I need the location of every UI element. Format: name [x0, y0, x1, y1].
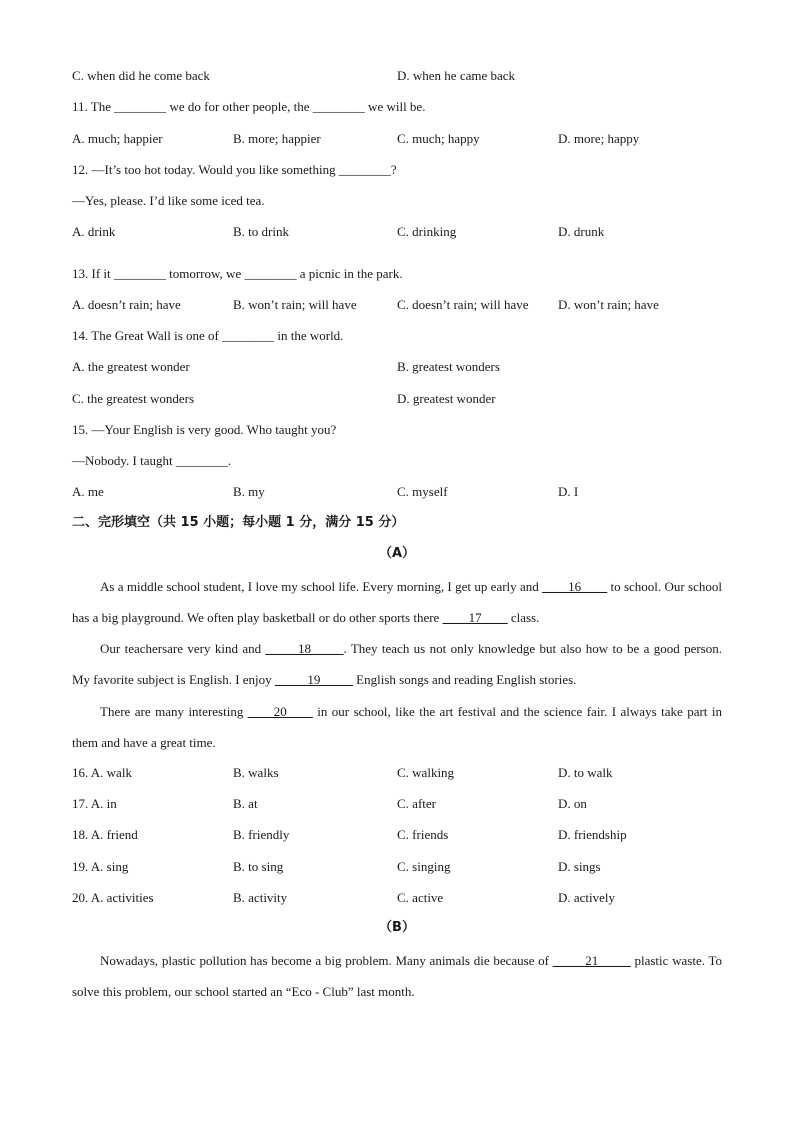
blank-17: ____17____ — [442, 610, 508, 625]
q15-option-b: B. my — [233, 484, 265, 499]
q12-option-c: C. drinking — [397, 224, 457, 239]
q15-stem: 15. —Your English is very good. Who taught you? — [72, 422, 337, 437]
blank-19: _____19_____ — [274, 672, 353, 687]
q19-option-a: 19. A. sing — [72, 859, 129, 874]
blank-16: ____16____ — [542, 579, 608, 594]
passage-a-p1-text-3: class. — [507, 610, 540, 625]
q15-reply: —Nobody. I taught ________. — [72, 453, 232, 468]
q16-option-b: B. walks — [233, 765, 279, 780]
q17-option-d: D. on — [558, 796, 587, 811]
q18-option-a: 18. A. friend — [72, 827, 138, 842]
q20-option-c: C. active — [397, 890, 444, 905]
blank-21: _____21_____ — [552, 953, 631, 968]
q12-stem: 12. —It’s too hot today. Would you like something ________? — [72, 162, 397, 177]
q12-option-b: B. to drink — [233, 224, 289, 239]
passage-b-p1-text-1: Nowadays, plastic pollution has become a big problem. Many animals die because of — [100, 953, 553, 968]
q15-option-d: D. I — [558, 484, 579, 499]
passage-a-paragraph-2 — [72, 633, 722, 695]
passage-a-p1-text-1: As a middle school student, I love my school life. Every morning, I get up early and — [100, 579, 543, 594]
q11-option-a: A. much; happier — [72, 131, 163, 146]
passage-a-label: （A） — [378, 546, 416, 561]
q13-option-b: B. won’t rain; will have — [233, 297, 357, 312]
q16-option-d: D. to walk — [558, 765, 613, 780]
q14-option-c: C. the greatest wonders — [72, 391, 195, 406]
q12-option-a: A. drink — [72, 224, 116, 239]
q13-option-a: A. doesn’t rain; have — [72, 297, 181, 312]
passage-a-paragraph-1 — [72, 571, 722, 633]
passage-b-p1-text-2: plastic waste. To solve this problem, our school started an “Eco - Club” last month. — [72, 953, 722, 999]
q14-option-a: A. the greatest wonder — [72, 359, 190, 374]
passage-a-p3-text-2: in our school, like the art festival and the science fair. I always take part in them and have a great time. — [72, 704, 722, 750]
q16-option-c: C. walking — [397, 765, 455, 780]
q11-option-c: C. much; happy — [397, 131, 480, 146]
q18-option-b: B. friendly — [233, 827, 290, 842]
q16-option-a: 16. A. walk — [72, 765, 132, 780]
passage-a-p2-text-1: Our teachersare very kind and — [100, 641, 266, 656]
q19-option-d: D. sings — [558, 859, 601, 874]
blank-20: ____20____ — [247, 704, 313, 719]
passage-a-paragraph-3 — [72, 696, 722, 758]
passage-a-p2-text-2: . They teach us not only knowledge but also how to be a good person. My favorite subject is English. I enjoy — [72, 641, 722, 687]
q17-option-a: 17. A. in — [72, 796, 117, 811]
q14-option-b: B. greatest wonders — [397, 359, 500, 374]
q14-option-d: D. greatest wonder — [397, 391, 496, 406]
q19-option-b: B. to sing — [233, 859, 284, 874]
q10-option-c: C. when did he come back — [72, 68, 210, 83]
q11-option-b: B. more; happier — [233, 131, 321, 146]
q13-stem: 13. If it ________ tomorrow, we ________ a picnic in the park. — [72, 266, 403, 281]
passage-b-label: （B） — [379, 920, 415, 935]
passage-b-paragraph-1 — [72, 945, 722, 1007]
q20-option-d: D. actively — [558, 890, 616, 905]
q17-option-c: C. after — [397, 796, 436, 811]
section-2-title: 二、完形填空（共 15 小题；每小题 1 分，满分 15 分） — [72, 515, 405, 530]
blank-18: _____18_____ — [265, 641, 344, 656]
q15-option-a: A. me — [72, 484, 104, 499]
q18-option-d: D. friendship — [558, 827, 627, 842]
q12-reply: —Yes, please. I’d like some iced tea. — [72, 193, 265, 208]
q20-option-b: B. activity — [233, 890, 288, 905]
passage-a-p1-text-2: to school. Our school has a big playground. We often play basketball or do other sports there — [72, 579, 722, 625]
q14-stem: 14. The Great Wall is one of ________ in the world. — [72, 328, 344, 343]
passage-a-p3-text-1: There are many interesting — [100, 704, 248, 719]
q13-option-c: C. doesn’t rain; will have — [397, 297, 529, 312]
q17-option-b: B. at — [233, 796, 258, 811]
q13-option-d: D. won’t rain; have — [558, 297, 659, 312]
q15-option-c: C. myself — [397, 484, 448, 499]
q18-option-c: C. friends — [397, 827, 449, 842]
q12-option-d: D. drunk — [558, 224, 605, 239]
q20-option-a: 20. A. activities — [72, 890, 154, 905]
q10-option-d: D. when he came back — [397, 68, 516, 83]
q19-option-c: C. singing — [397, 859, 451, 874]
q11-stem: 11. The ________ we do for other people, the ________ we will be. — [72, 99, 426, 114]
q11-option-d: D. more; happy — [558, 131, 640, 146]
passage-a-p2-text-3: English songs and reading English stories. — [352, 672, 577, 687]
